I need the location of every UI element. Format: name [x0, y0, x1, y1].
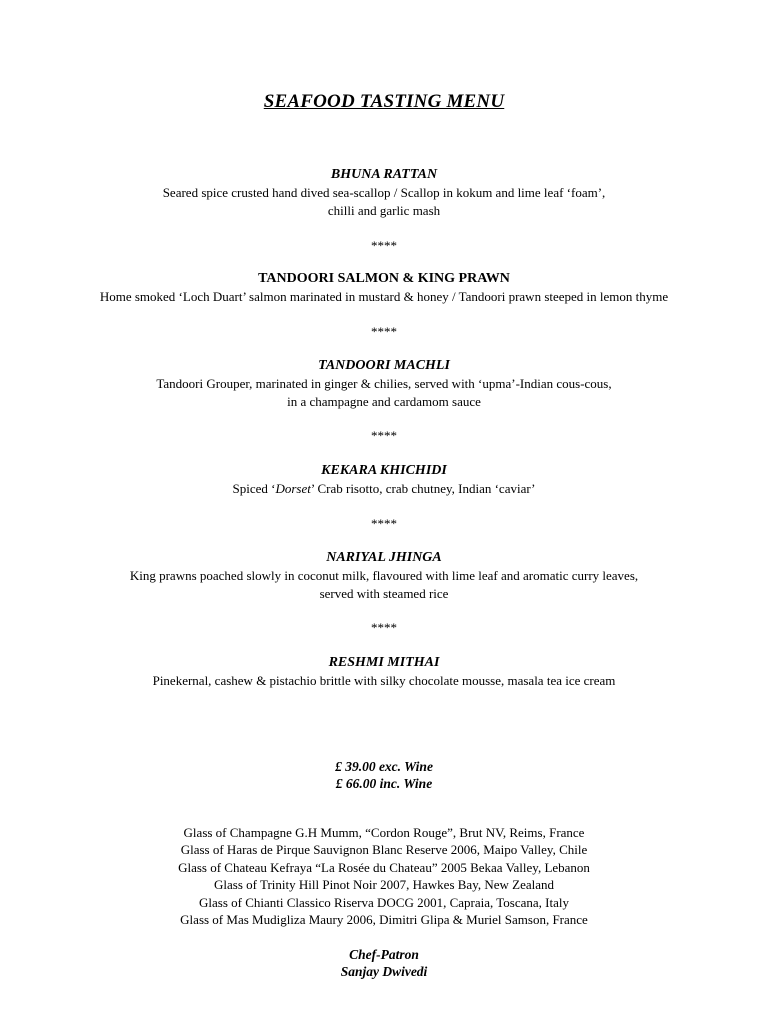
chef-signature: [0, 946, 768, 980]
course-name: NARIYAL JHINGA: [326, 550, 442, 565]
course-name: KEKARA KHICHIDI: [321, 463, 447, 478]
chef-role: Chef-Patron: [349, 947, 419, 962]
course-tandoori-machli: [0, 357, 768, 410]
wine-item: Glass of Chianti Classico Riserva DOCG 2001, Capraia, Toscana, Italy: [198, 894, 569, 910]
course-name: TANDOORI MACHLI: [318, 358, 450, 373]
course-description-start: Spiced ‘: [232, 481, 276, 496]
course-description: King prawns poached slowly in coconut milk, flavoured with lime leaf and aromatic curry leaves,: [129, 568, 639, 583]
price-inc-wine: £ 66.00 inc. Wine: [335, 776, 433, 791]
course-description: Home smoked ‘Loch Duart’ salmon marinated in mustard & honey / Tandoori prawn steeped in lemon thyme: [99, 289, 669, 304]
course-tandoori-salmon: [0, 270, 768, 306]
course-nariyal-jhinga: [0, 549, 768, 602]
course-name: TANDOORI SALMON & KING PRAWN: [258, 271, 510, 286]
wine-item: Glass of Mas Mudigliza Maury 2006, Dimitri Glipa & Muriel Samson, France: [180, 912, 588, 928]
course-name: BHUNA RATTAN: [330, 167, 438, 182]
separator: ****: [371, 620, 397, 635]
wine-item: Glass of Haras de Pirque Sauvignon Blanc Reserve 2006, Maipo Valley, Chile: [180, 842, 588, 858]
course-bhuna-rattan: [0, 166, 768, 219]
menu-title: SEAFOOD TASTING MENU: [263, 91, 505, 112]
wine-list: [0, 824, 768, 928]
price-exc-wine: £ 39.00 exc. Wine: [335, 759, 433, 774]
course-description: served with steamed rice: [319, 585, 449, 601]
chef-name: Sanjay Dwivedi: [340, 964, 428, 979]
separator: ****: [371, 324, 397, 339]
course-description-end: ’ Crab risotto, crab chutney, Indian ‘caviar’: [310, 481, 536, 496]
course-description: [0, 480, 768, 498]
separator: ****: [371, 238, 397, 253]
separator: ****: [371, 428, 397, 443]
course-description: Tandoori Grouper, marinated in ginger & chilies, served with ‘upma’-Indian cous-cous,: [156, 376, 612, 391]
course-reshmi-mithai: [0, 654, 768, 690]
course-name: RESHMI MITHAI: [328, 655, 440, 670]
wine-item: Glass of Champagne G.H Mumm, “Cordon Rouge”, Brut NV, Reims, France: [183, 825, 585, 840]
separator: ****: [371, 516, 397, 531]
course-kekara-khichidi: [0, 462, 768, 498]
course-description: in a champagne and cardamom sauce: [287, 393, 481, 409]
wine-item: Glass of Chateau Kefraya “La Rosée du Chateau” 2005 Bekaa Valley, Lebanon: [178, 859, 590, 875]
course-description: Seared spice crusted hand dived sea-scallop / Scallop in kokum and lime leaf ‘foam’,: [162, 185, 606, 200]
course-description: chilli and garlic mash: [327, 202, 441, 218]
course-description-emphasis: Dorset: [275, 481, 311, 496]
wine-item: Glass of Trinity Hill Pinot Noir 2007, Hawkes Bay, New Zealand: [213, 877, 555, 893]
price-list: [0, 758, 768, 792]
course-description: Pinekernal, cashew & pistachio brittle with silky chocolate mousse, masala tea ice cream: [152, 673, 616, 688]
